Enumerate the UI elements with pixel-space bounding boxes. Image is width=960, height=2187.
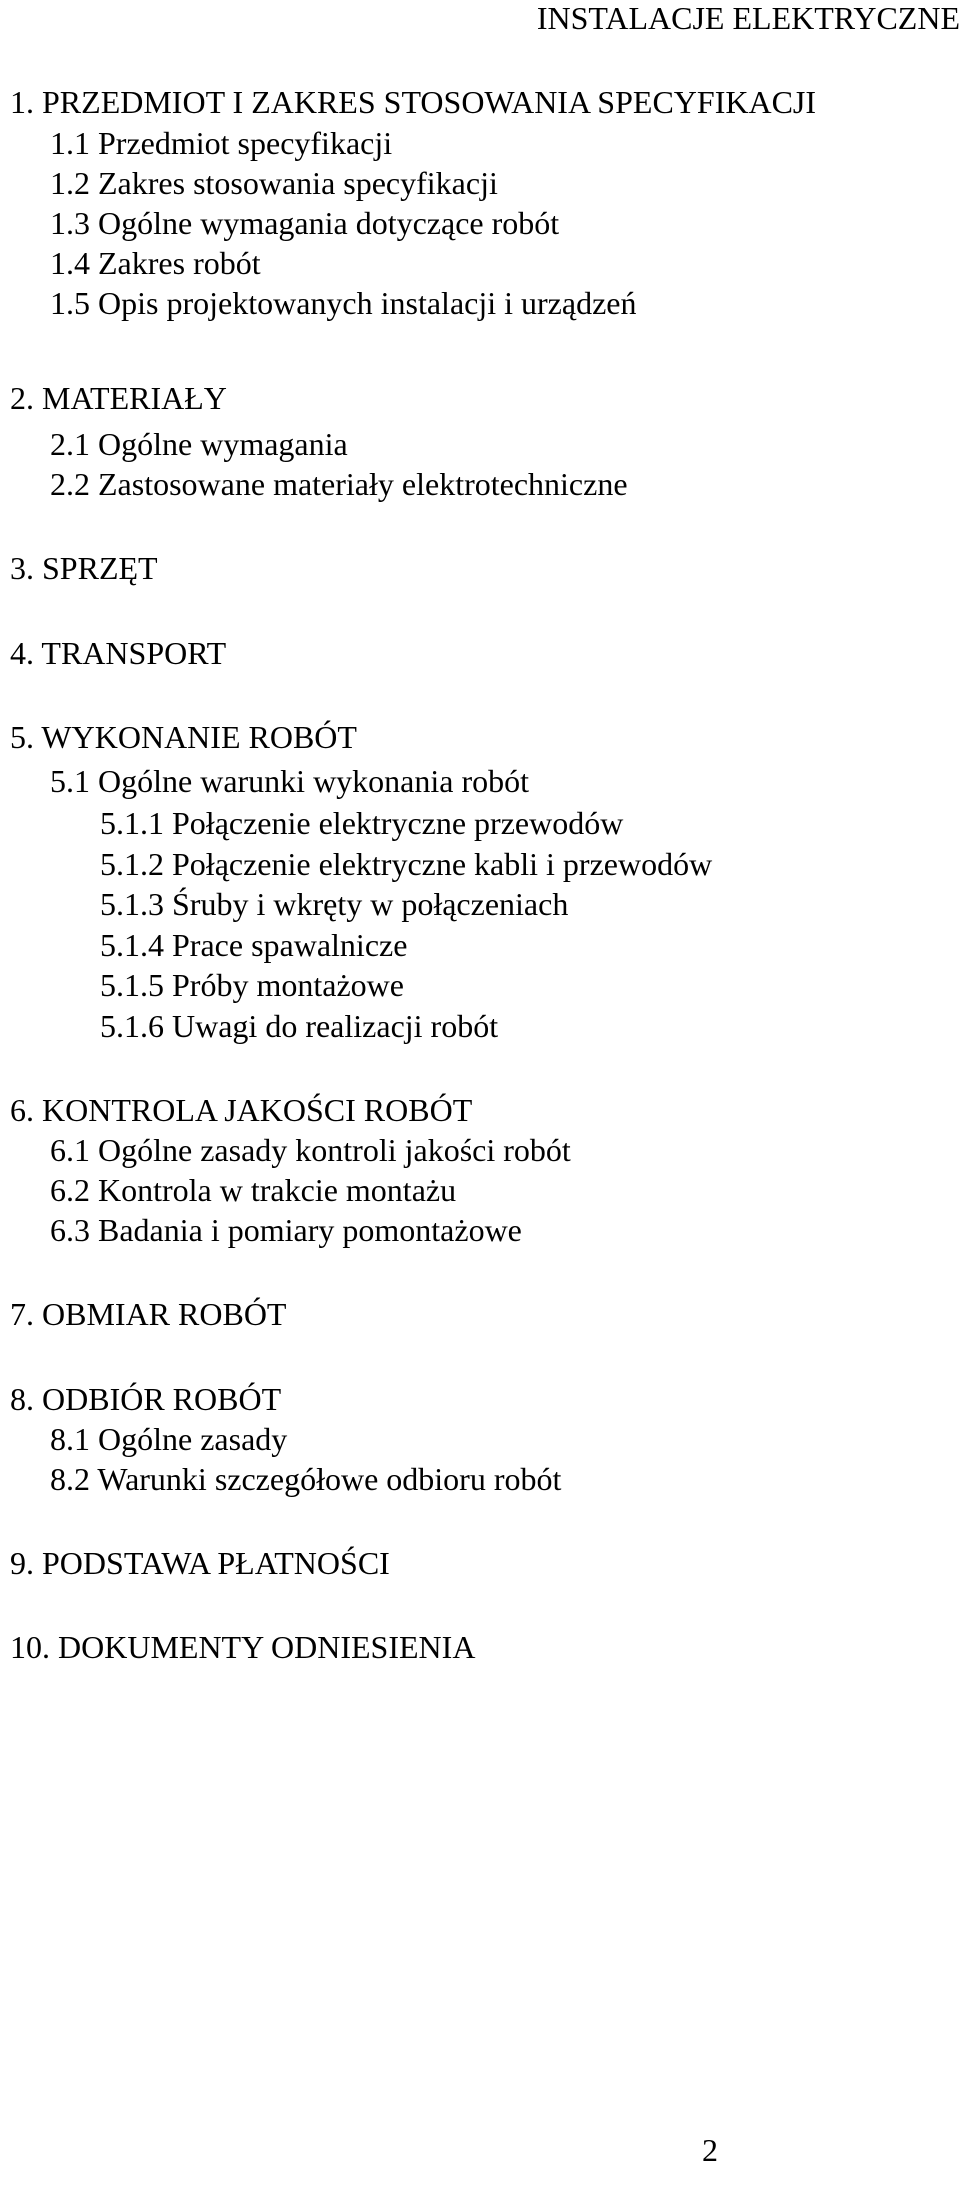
toc-item-8-1: 8.1 Ogólne zasady: [50, 1421, 288, 1457]
toc-item-8-2: 8.2 Warunki szczegółowe odbioru robót: [50, 1461, 562, 1497]
toc-section-5: 5. WYKONANIE ROBÓT: [10, 719, 357, 755]
toc-item-1-5: 1.5 Opis projektowanych instalacji i urządzeń: [50, 285, 637, 321]
toc-section-10: 10. DOKUMENTY ODNIESIENIA: [10, 1629, 476, 1665]
toc-item-5-1-6: 5.1.6 Uwagi do realizacji robót: [100, 1008, 499, 1044]
toc-section-3: 3. SPRZĘT: [10, 550, 158, 586]
toc-item-1-4: 1.4 Zakres robót: [50, 245, 261, 281]
toc-section-8: 8. ODBIÓR ROBÓT: [10, 1381, 282, 1417]
toc-section-2: 2. MATERIAŁY: [10, 380, 227, 416]
toc-item-1-3: 1.3 Ogólne wymagania dotyczące robót: [50, 205, 560, 241]
toc-item-1-1: 1.1 Przedmiot specyfikacji: [50, 125, 393, 161]
toc-item-6-1: 6.1 Ogólne zasady kontroli jakości robót: [50, 1132, 571, 1168]
toc-item-2-1: 2.1 Ogólne wymagania: [50, 426, 348, 462]
toc-section-9: 9. PODSTAWA PŁATNOŚCI: [10, 1545, 390, 1581]
toc-section-4: 4. TRANSPORT: [10, 635, 227, 671]
toc-item-1-2: 1.2 Zakres stosowania specyfikacji: [50, 165, 498, 201]
toc-item-6-2: 6.2 Kontrola w trakcie montażu: [50, 1172, 457, 1208]
toc-item-5-1-1: 5.1.1 Połączenie elektryczne przewodów: [100, 805, 624, 841]
page-number: 2: [702, 2132, 718, 2168]
toc-section-1: 1. PRZEDMIOT I ZAKRES STOSOWANIA SPECYFIKACJI: [10, 84, 817, 120]
toc-item-5-1-5: 5.1.5 Próby montażowe: [100, 967, 404, 1003]
toc-item-5-1: 5.1 Ogólne warunki wykonania robót: [50, 763, 530, 799]
toc-section-6: 6. KONTROLA JAKOŚCI ROBÓT: [10, 1092, 473, 1128]
toc-item-6-3: 6.3 Badania i pomiary pomontażowe: [50, 1212, 522, 1248]
toc-item-5-1-4: 5.1.4 Prace spawalnicze: [100, 927, 408, 963]
toc-item-5-1-3: 5.1.3 Śruby i wkręty w połączeniach: [100, 886, 569, 922]
document-title: INSTALACJE ELEKTRYCZNE: [536, 0, 960, 36]
toc-item-5-1-2: 5.1.2 Połączenie elektryczne kabli i przewodów: [100, 846, 713, 882]
toc-section-7: 7. OBMIAR ROBÓT: [10, 1296, 287, 1332]
toc-item-2-2: 2.2 Zastosowane materiały elektrotechniczne: [50, 466, 628, 502]
